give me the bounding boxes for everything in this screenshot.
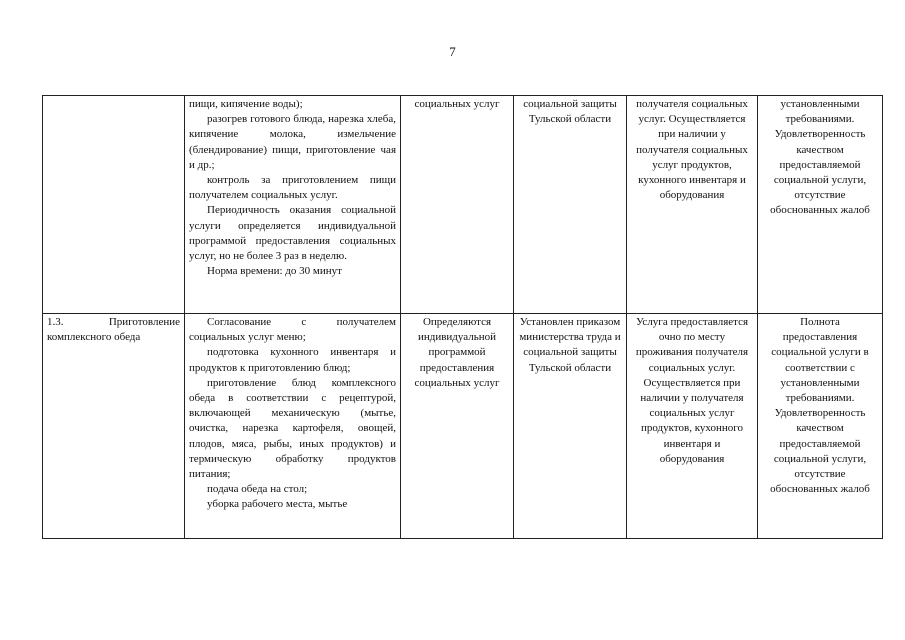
content-line: уборка рабочего места, мытье: [207, 498, 348, 511]
content-line: Согласование с получателем социальных услуг меню;: [189, 316, 396, 344]
content-line: пищи, кипячение воды);: [189, 98, 303, 110]
service-content-cell: [185, 96, 401, 314]
service-volume-cell: Определяются индивидуальной программой предоставления социальных услуг: [401, 314, 514, 539]
content-line: Норма времени: до 30 минут: [207, 265, 342, 278]
service-tariff-cell: социальной защиты Тульской области: [514, 96, 627, 314]
service-title-rest: комплексного обеда: [47, 331, 141, 344]
service-name-cell: [43, 314, 185, 539]
table-row: [43, 314, 883, 539]
content-line: Периодичность оказания социальной услуги определяется индивидуальной программой предоставления социальных услуг, но не более 3 раз в неделю.: [189, 204, 396, 263]
service-name-cell: [43, 96, 185, 314]
content-line: подача обеда на стол;: [207, 483, 308, 496]
content-line: разогрев готового блюда, нарезка хлеба, кипячение молока, измельчение (блендирование) пищи, приготовление чая и др.;: [189, 113, 396, 171]
service-conditions-cell: получателя социальных услуг. Осуществляется при наличии у получателя социальных услуг продуктов, кухонного инвентаря и оборудования: [627, 96, 758, 314]
service-quality-cell: Полнота предоставления социальной услуги в соответствии с установленными требованиями. Удовлетворенность качеством предоставляемой социальной услуги, отсутствие обоснованных жалоб: [758, 314, 883, 539]
service-title: Приготовление: [108, 316, 180, 328]
service-number: 1.3.: [47, 316, 64, 328]
content-line: контроль за приготовлением пищи получателем социальных услуг.: [189, 174, 396, 202]
service-volume-cell: социальных услуг: [401, 96, 514, 314]
content-line: приготовление блюд комплексного обеда в соответствии с рецептурой, включающей механическую (мытье, очистка, нарезка картофеля, овощей, плодов, мяса, рыбы, иных продуктов) и термическую обработку продуктов питания;: [189, 376, 396, 481]
service-tariff-cell: Установлен приказом министерства труда и социальной защиты Тульской области: [514, 314, 627, 539]
page-number: 7: [449, 44, 456, 59]
table-row: [43, 96, 883, 314]
service-conditions-cell: Услуга предоставляется очно по месту проживания получателя социальных услуг. Осуществляется при наличии у получателя социальных услуг продуктов, кухонного инвентаря и оборудования: [627, 314, 758, 539]
service-content-cell: [185, 314, 401, 539]
services-table: [42, 95, 883, 539]
service-quality-cell: установленными требованиями. Удовлетворенность качеством предоставляемой социальной услуги, отсутствие обоснованных жалоб: [758, 96, 883, 314]
content-line: подготовка кухонного инвентаря и продуктов к приготовлению блюд;: [189, 346, 396, 374]
